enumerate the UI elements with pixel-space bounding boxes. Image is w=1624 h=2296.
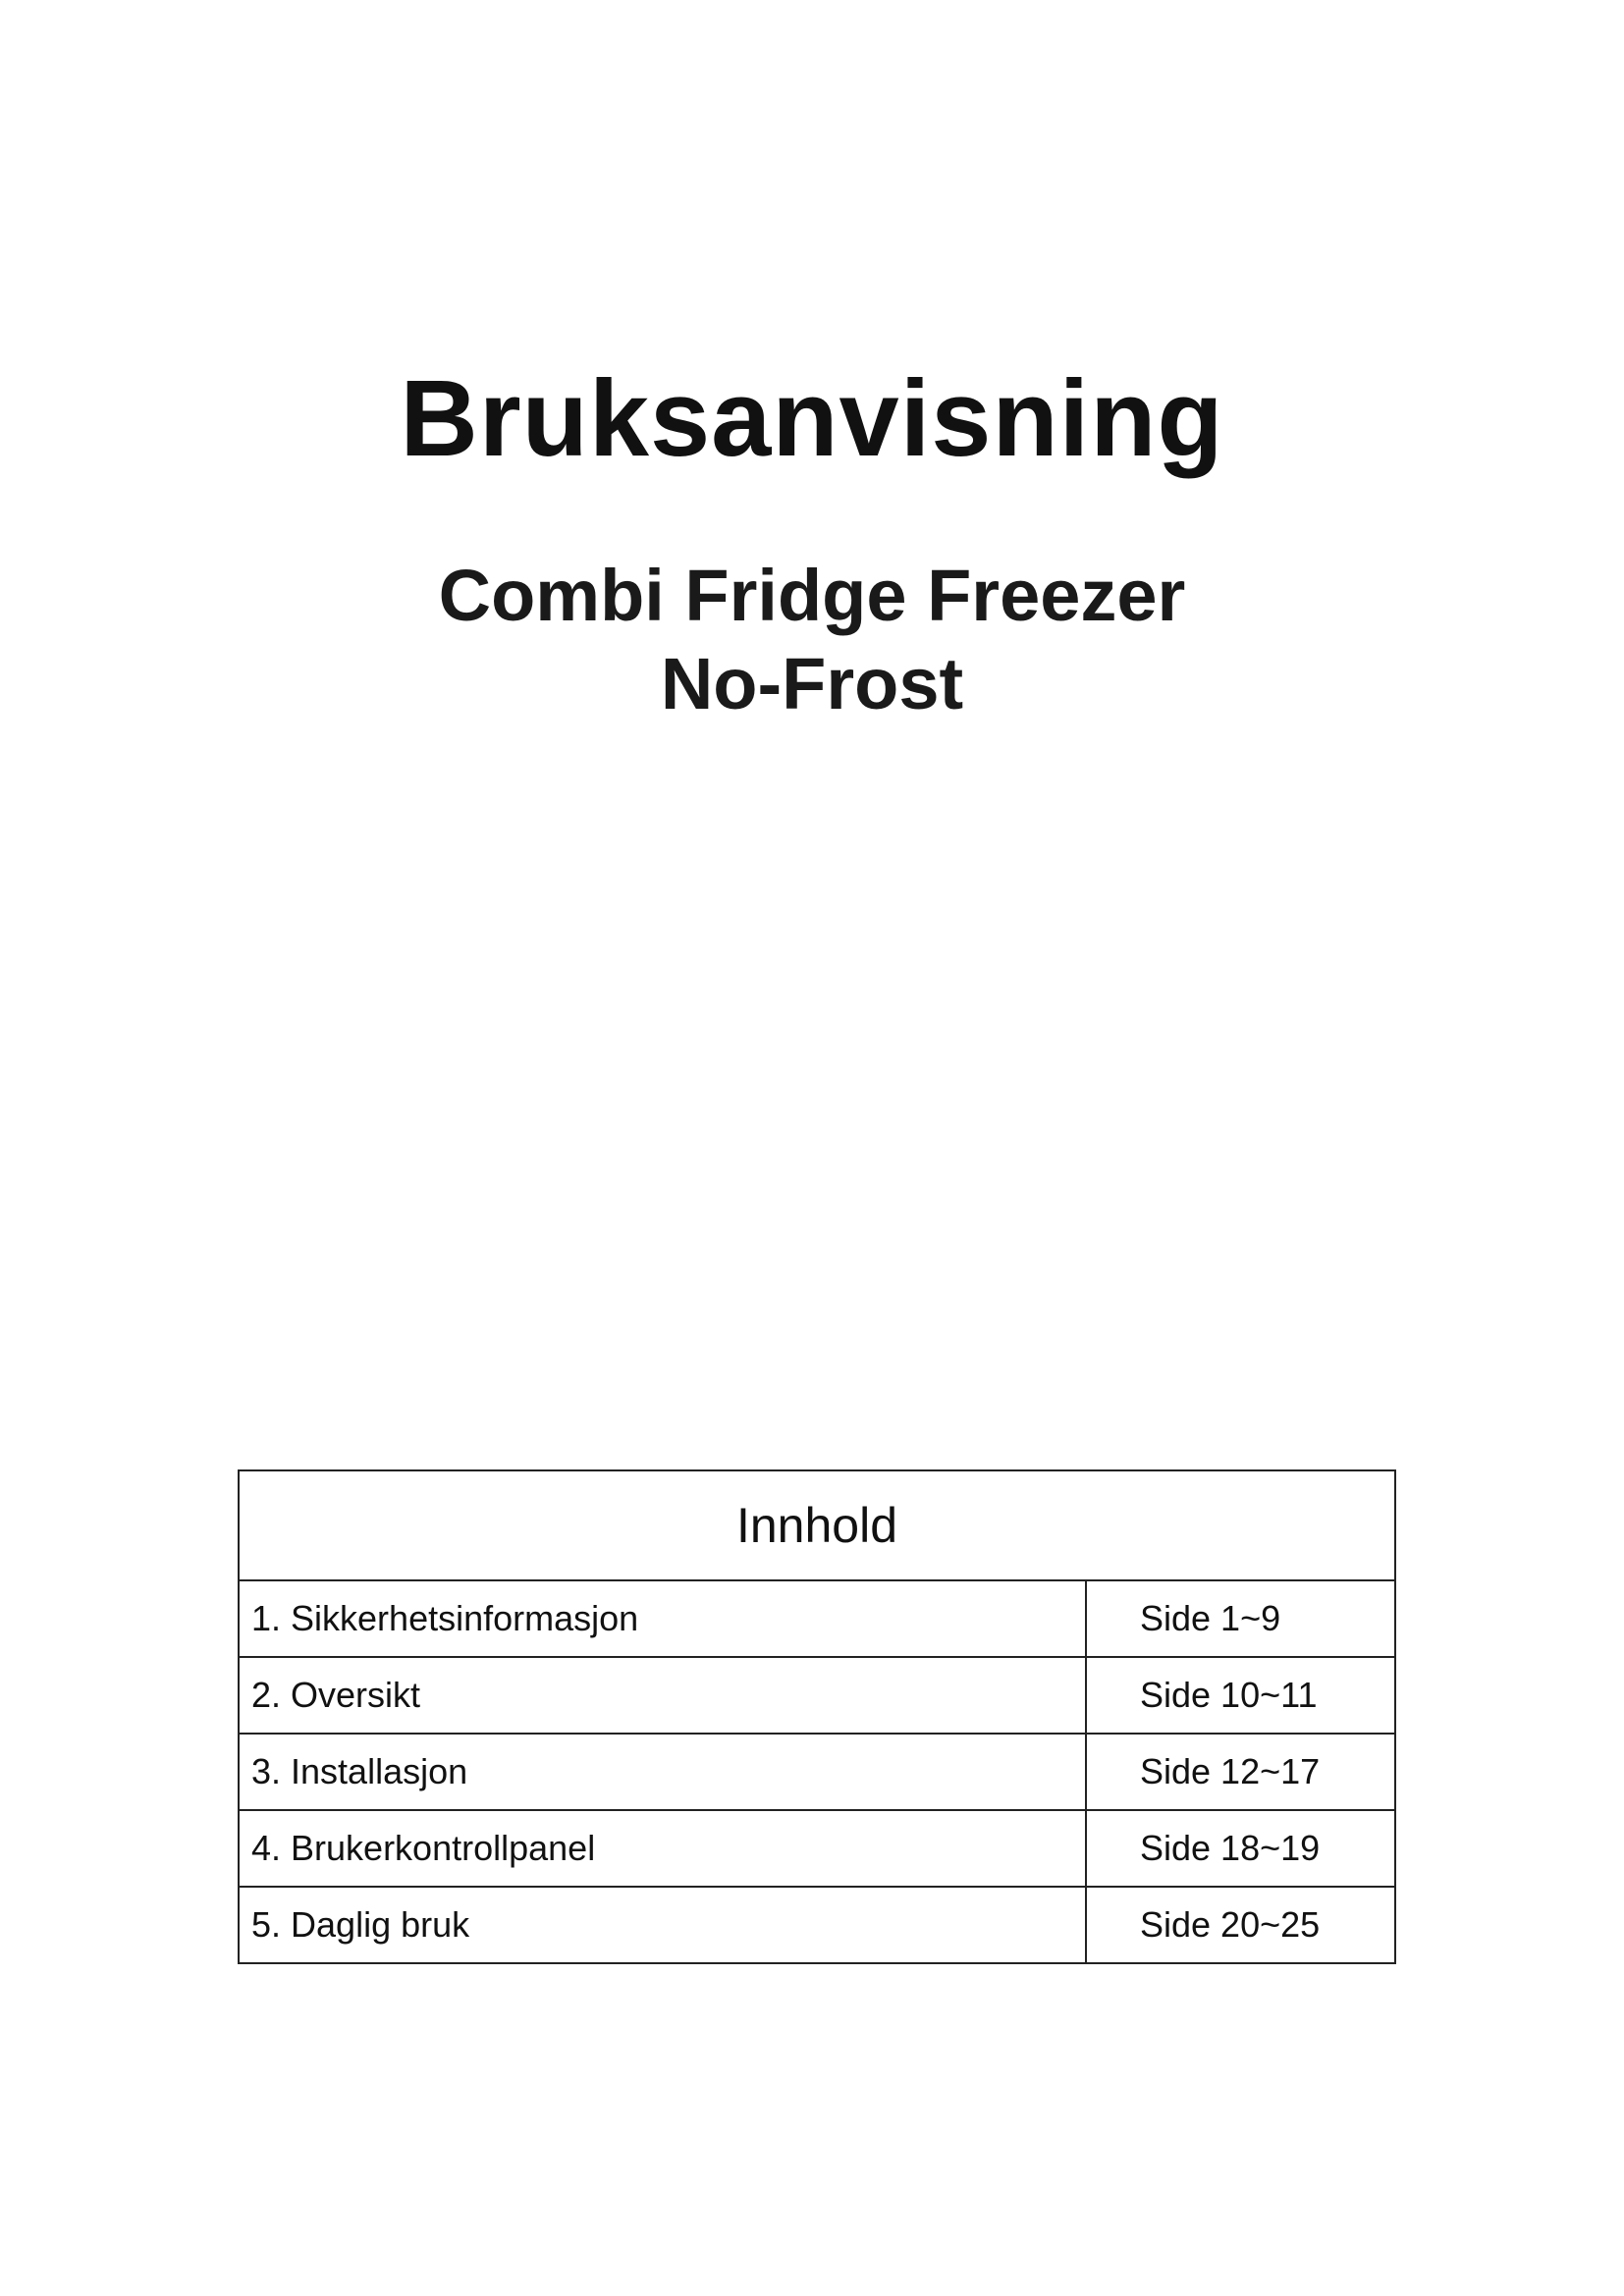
toc-item-label: 2. Oversikt (239, 1657, 1086, 1734)
table-of-contents (238, 1469, 1396, 1964)
toc-row (239, 1810, 1395, 1887)
toc-row (239, 1887, 1395, 1963)
product-variant: No-Frost (660, 643, 964, 724)
toc-item-label: 3. Installasjon (239, 1734, 1086, 1810)
toc-item-label: 1. Sikkerhetsinformasjon (239, 1580, 1086, 1657)
toc-item-pages: Side 10~11 (1086, 1657, 1395, 1734)
product-name: Combi Fridge Freezer (438, 555, 1186, 636)
toc-item-pages: Side 18~19 (1086, 1810, 1395, 1887)
document-title: Bruksanvisning (400, 358, 1224, 479)
toc-item-pages: Side 20~25 (1086, 1887, 1395, 1963)
toc-row (239, 1580, 1395, 1657)
toc-row (239, 1657, 1395, 1734)
toc-item-label: 5. Daglig bruk (239, 1887, 1086, 1963)
toc-item-pages: Side 12~17 (1086, 1734, 1395, 1810)
toc-heading: Innhold (239, 1470, 1395, 1580)
toc-item-label: 4. Brukerkontrollpanel (239, 1810, 1086, 1887)
toc-row (239, 1734, 1395, 1810)
toc-item-pages: Side 1~9 (1086, 1580, 1395, 1657)
